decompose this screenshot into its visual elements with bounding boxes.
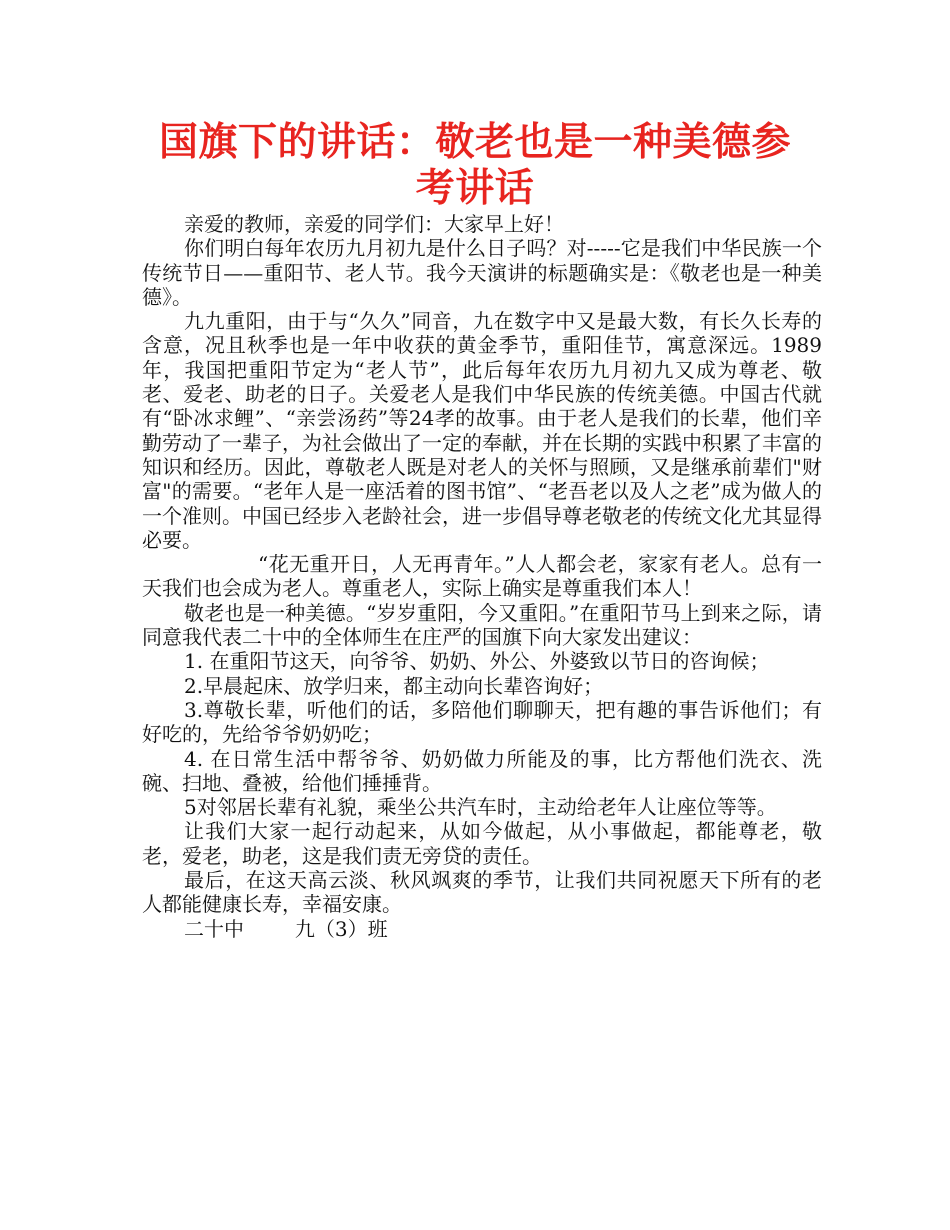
proposal-item-1: 1. 在重阳节这天，向爷爷、奶奶、外公、外婆致以节日的咨询候； [184, 649, 770, 674]
intro-paragraph: 你们明白每年农历九月初九是什么日子吗？对-----它是我们中华民族一个传统节日——重阳节、老人节。我今天演讲的标题确实是：《敬老也是一种美德》。 [142, 236, 822, 309]
action-paragraph: 让我们大家一起行动起来，从如今做起，从小事做起，都能尊老，敬老，爱老，助老，这是我们责无旁贷的责任。 [142, 819, 822, 868]
page-title: 国旗下的讲话：敬老也是一种美德参考讲话 [158, 120, 791, 211]
proposal-item-4: 4. 在日常生活中帮爷爷、奶奶做力所能及的事，比方帮他们洗衣、洗碗、扫地、叠被，给他们捶捶背。 [142, 746, 822, 795]
proposal-item-5: 5对邻居长辈有礼貌，乘坐公共汽车时，主动给老年人让座位等等。 [184, 795, 777, 820]
document-body [142, 212, 822, 941]
signature-line: 二十中 九（3）班 [184, 916, 388, 941]
greeting-paragraph: 亲爱的教师，亲爱的同学们：大家早上好！ [184, 212, 564, 236]
closing-paragraph: 最后，在这天高云淡、秋风飒爽的季节，让我们共同祝愿天下所有的老人都能健康长寿，幸福安康。 [142, 868, 822, 917]
quote-paragraph: “花无重开日，人无再青年。”人人都会老，家家有老人。总有一天我们也会成为老人。尊重老人，实际上确实是尊重我们本人！ [142, 552, 822, 601]
history-paragraph: 九九重阳，由于与“久久”同音，九在数字中又是最大数，有长久长寿的含意，况且秋季也是一年中收获的黄金季节，重阳佳节，寓意深远。1989年，我国把重阳节定为“老人节”，此后每年农历九月初九又成为尊老、敬老、爱老、助老的日子。关爱老人是我们中华民族的传统美德。中国古代就有“卧冰求鲤”、“亲尝汤药”等24孝的故事。由于老人是我们的长辈，他们辛勤劳动了一辈子，为社会做出了一定的奉献，并在长期的实践中积累了丰富的知识和经历。因此，尊敬老人既是对老人的关怀与照顾，又是继承前辈们"财富"的需要。“老年人是一座活着的图书馆”、“老吾老以及人之老”成为做人的一个准则。中国已经步入老龄社会，进一步倡导尊老敬老的传统文化尤其显得必要。 [142, 309, 822, 552]
proposal-item-3: 3.尊敬长辈，听他们的话，多陪他们聊聊天，把有趣的事告诉他们；有好吃的，先给爷爷奶奶吃； [142, 697, 822, 747]
proposal-item-2: 2.早晨起床、放学归来，都主动向长辈咨询好； [184, 673, 604, 698]
proposal-paragraph: 敬老也是一种美德。“岁岁重阳，今又重阳。”在重阳节马上到来之际，请同意我代表二十中的全体师生在庄严的国旗下向大家发出建议： [142, 600, 822, 650]
